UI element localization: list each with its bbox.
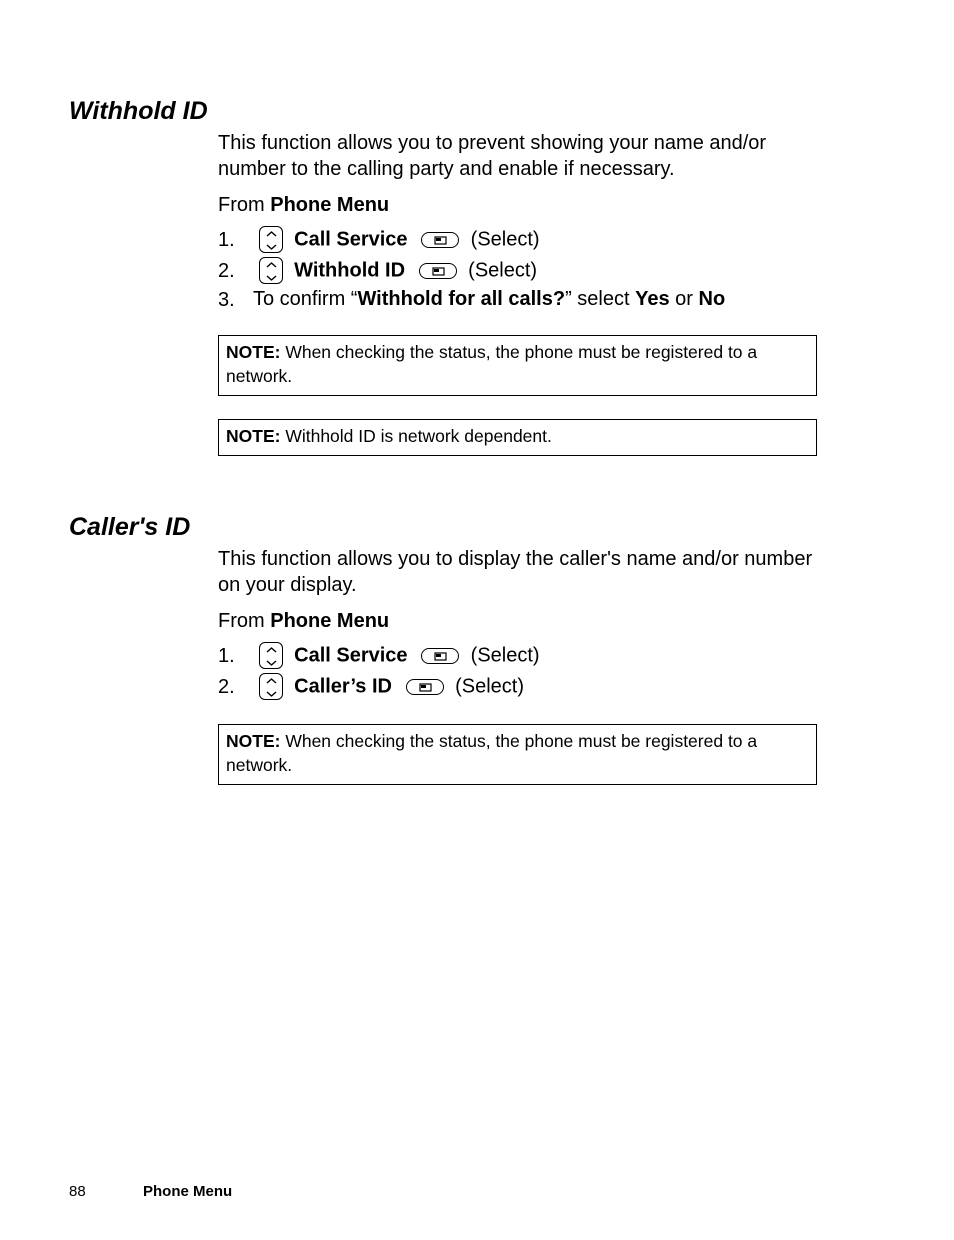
step-number: 3. xyxy=(218,288,235,311)
step3-no: No xyxy=(698,288,726,310)
step-action: (Select) xyxy=(470,228,540,251)
step-item: Withhold ID xyxy=(294,259,406,282)
step-action: (Select) xyxy=(470,644,540,667)
nav-up-down-key-icon xyxy=(259,226,283,253)
callers-step-2 xyxy=(218,673,524,701)
note-label: NOTE: xyxy=(226,731,281,751)
section-title-withhold-id: Withhold ID xyxy=(69,97,208,125)
footer-section-title: Phone Menu xyxy=(143,1183,233,1200)
note-text: When checking the status, the phone must be registered to a network. xyxy=(226,731,758,775)
step3-yes: Yes xyxy=(635,288,670,310)
from-prefix: From xyxy=(218,610,265,632)
from-menu: Phone Menu xyxy=(270,194,390,216)
nav-up-down-key-icon xyxy=(259,673,283,700)
nav-up-down-key-icon xyxy=(259,257,283,284)
callers-intro: This function allows you to display the caller's name and/or number on your display. xyxy=(218,548,813,596)
select-soft-key-icon xyxy=(421,648,459,664)
step-action: (Select) xyxy=(455,675,524,698)
callers-step-1 xyxy=(218,642,540,670)
from-menu: Phone Menu xyxy=(270,610,390,632)
step-number: 2. xyxy=(218,675,235,698)
step-number: 1. xyxy=(218,228,235,251)
callers-from-line xyxy=(218,608,389,634)
step-number: 2. xyxy=(218,259,235,282)
withhold-from-line xyxy=(218,192,389,218)
note-box-registration xyxy=(218,335,817,396)
step-item: Call Service xyxy=(294,228,408,251)
from-prefix: From xyxy=(218,194,265,216)
note-text: Withhold ID is network dependent. xyxy=(285,426,552,446)
step-item: Caller’s ID xyxy=(294,675,392,698)
select-soft-key-icon xyxy=(419,263,457,279)
withhold-intro: This function allows you to prevent showing your name and/or number to the calling party and enable if necessary. xyxy=(218,132,767,180)
section-title-callers-id: Caller's ID xyxy=(69,513,191,541)
step3-prompt: Withhold for all calls? xyxy=(357,288,566,310)
step-item: Call Service xyxy=(294,644,408,667)
select-soft-key-icon xyxy=(421,232,459,248)
note-label: NOTE: xyxy=(226,342,281,362)
note-box-registration-callers xyxy=(218,724,817,785)
withhold-step-2 xyxy=(218,257,537,285)
withhold-step-1 xyxy=(218,226,540,254)
withhold-step-3 xyxy=(218,286,725,314)
note-text: When checking the status, the phone must be registered to a network. xyxy=(226,342,758,386)
note-label: NOTE: xyxy=(226,426,281,446)
step-action: (Select) xyxy=(468,259,538,282)
step3-mid: ” select xyxy=(565,288,630,310)
step-number: 1. xyxy=(218,644,235,667)
select-soft-key-icon xyxy=(406,679,444,695)
step3-pre: To confirm “ xyxy=(253,288,358,310)
note-box-network-dependent xyxy=(218,419,817,456)
nav-up-down-key-icon xyxy=(259,642,283,669)
page-number: 88 xyxy=(69,1183,86,1200)
step3-or: or xyxy=(675,288,693,310)
